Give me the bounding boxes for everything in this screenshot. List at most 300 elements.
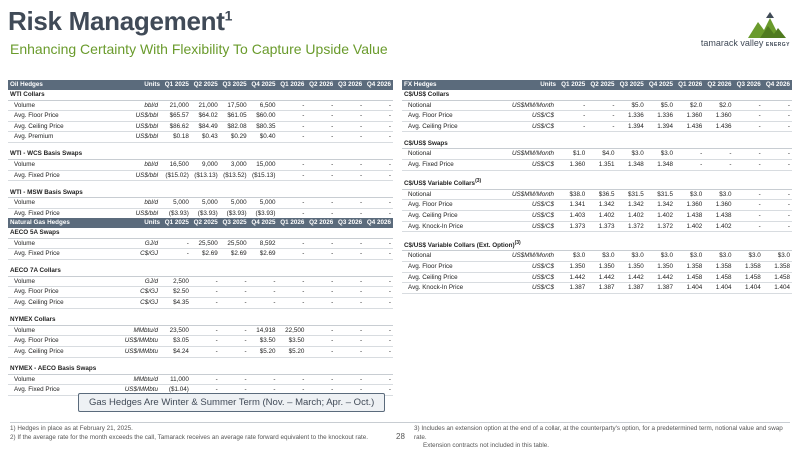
value-cell: 25,500 [191, 238, 220, 249]
row-label: Avg. Ceiling Price [402, 272, 492, 283]
row-label: Avg. Knock-In Price [402, 283, 492, 294]
value-cell: ($15.13) [249, 170, 278, 181]
value-cell: - [558, 111, 587, 122]
value-cell: $86.62 [162, 121, 191, 132]
value-cell: - [558, 100, 587, 111]
value-cell: 1.436 [675, 121, 704, 132]
row-unit: MMbtu/d [104, 325, 162, 336]
value-cell: - [278, 160, 307, 171]
value-cell: $2.69 [191, 249, 220, 260]
section-title [8, 266, 393, 276]
value-cell: 1.402 [617, 211, 646, 222]
value-cell: $4.24 [162, 346, 191, 357]
value-cell: - [306, 121, 335, 132]
period-header: Q2 2026 [306, 80, 335, 90]
footnote-ref: (3) [514, 239, 521, 246]
value-cell: - [306, 346, 335, 357]
table-row [402, 211, 792, 222]
value-cell: - [220, 287, 249, 298]
value-cell: - [306, 325, 335, 336]
section-header-row [8, 266, 393, 276]
value-cell: 1.358 [704, 262, 733, 273]
value-cell: $0.43 [191, 132, 220, 143]
table-row [8, 346, 393, 357]
row-label: Avg. Floor Price [8, 287, 104, 298]
value-cell: $3.0 [587, 251, 616, 262]
value-cell: 1.360 [675, 111, 704, 122]
footnotes-left [10, 425, 380, 442]
value-cell: 1.387 [617, 283, 646, 294]
value-cell: 1.387 [587, 283, 616, 294]
table-title: Natural Gas Hedges [8, 218, 104, 228]
spacer-cell [8, 142, 393, 149]
section-label: C$/US$ Variable Collars (Ext. Option) [404, 241, 515, 249]
row-unit: C$/GJ [104, 298, 162, 309]
value-cell: ($1.04) [162, 385, 191, 396]
table-row [8, 238, 393, 249]
value-cell: - [335, 100, 364, 111]
period-header: Q2 2025 [191, 80, 220, 90]
value-cell: - [763, 200, 792, 211]
row-unit: US$MM/Month [492, 149, 558, 160]
gas-table-grid [8, 218, 393, 396]
section-title [402, 90, 792, 100]
row-unit: US$/MMbtu [104, 385, 162, 396]
page-subtitle: Enhancing Certainty With Flexibility To Capture Upside Value [10, 41, 388, 57]
value-cell: 1.336 [617, 111, 646, 122]
value-cell: $0.40 [249, 132, 278, 143]
section-header-row [402, 90, 792, 100]
row-label: Notional [402, 149, 492, 160]
value-cell: 1.358 [675, 262, 704, 273]
value-cell: - [249, 374, 278, 385]
row-unit: C$/GJ [104, 287, 162, 298]
value-cell: 1.404 [734, 283, 763, 294]
value-cell: 6,500 [249, 100, 278, 111]
value-cell: - [306, 132, 335, 143]
section-title [8, 90, 393, 100]
value-cell: - [191, 298, 220, 309]
value-cell: - [364, 336, 393, 347]
section-title [8, 188, 393, 198]
value-cell: - [364, 298, 393, 309]
row-unit: GJ/d [104, 238, 162, 249]
section-title [8, 149, 393, 159]
value-cell: - [220, 298, 249, 309]
value-cell: - [162, 238, 191, 249]
value-cell: - [364, 325, 393, 336]
row-label: Avg. Ceiling Price [8, 346, 104, 357]
value-cell: $5.0 [617, 100, 646, 111]
value-cell: - [278, 238, 307, 249]
row-label: Volume [8, 100, 104, 111]
spacer-cell [8, 259, 393, 266]
value-cell: $2.69 [220, 249, 249, 260]
period-header: Q3 2026 [335, 80, 364, 90]
period-header: Q3 2025 [220, 80, 249, 90]
value-cell: - [306, 111, 335, 122]
value-cell: 1.341 [558, 200, 587, 211]
units-header: Units [492, 80, 558, 90]
value-cell: 1.373 [587, 221, 616, 232]
value-cell: - [278, 121, 307, 132]
section-header-row [8, 315, 393, 325]
period-header: Q4 2025 [249, 80, 278, 90]
units-header: Units [104, 218, 162, 228]
value-cell: - [734, 121, 763, 132]
value-cell: ($3.93) [220, 208, 249, 219]
row-label: Avg. Premium [8, 132, 104, 143]
section-title [402, 177, 792, 189]
value-cell: - [306, 100, 335, 111]
value-cell: $80.35 [249, 121, 278, 132]
value-cell: ($13.13) [191, 170, 220, 181]
row-unit: US$/C$ [492, 272, 558, 283]
value-cell: 1.360 [558, 160, 587, 171]
table-row [8, 160, 393, 171]
value-cell: - [306, 298, 335, 309]
value-cell: $5.20 [249, 346, 278, 357]
value-cell: - [335, 160, 364, 171]
value-cell: - [306, 170, 335, 181]
value-cell: - [364, 111, 393, 122]
value-cell: $1.0 [558, 149, 587, 160]
value-cell: $3.0 [675, 251, 704, 262]
table-row [402, 200, 792, 211]
value-cell: - [335, 276, 364, 287]
value-cell: - [734, 189, 763, 200]
value-cell: 16,500 [162, 160, 191, 171]
row-unit: US$/C$ [492, 200, 558, 211]
period-header: Q2 2026 [704, 80, 733, 90]
row-unit: US$MM/Month [492, 251, 558, 262]
table-row [8, 298, 393, 309]
value-cell: 1.442 [558, 272, 587, 283]
value-cell: 1.348 [617, 160, 646, 171]
value-cell: $0.29 [220, 132, 249, 143]
row-label: Volume [8, 276, 104, 287]
oil-hedges-table [8, 80, 393, 220]
footnote-ref: (3) [475, 178, 482, 185]
value-cell: 1.402 [704, 221, 733, 232]
value-cell: - [364, 132, 393, 143]
value-cell: $5.20 [278, 346, 307, 357]
row-unit: US$/C$ [492, 262, 558, 273]
value-cell: 3,000 [220, 160, 249, 171]
section-header-row [8, 364, 393, 374]
value-cell: $64.02 [191, 111, 220, 122]
value-cell: - [278, 374, 307, 385]
value-cell: - [306, 287, 335, 298]
row-label: Volume [8, 374, 104, 385]
period-header: Q4 2026 [364, 218, 393, 228]
period-header: Q4 2026 [763, 80, 792, 90]
value-cell: - [364, 100, 393, 111]
value-cell: - [364, 121, 393, 132]
value-cell: 1.402 [675, 221, 704, 232]
spacer-row [8, 308, 393, 315]
section-title [402, 139, 792, 149]
row-label: Avg. Ceiling Price [8, 298, 104, 309]
value-cell: 5,000 [220, 198, 249, 209]
table-row [402, 160, 792, 171]
value-cell: - [335, 336, 364, 347]
value-cell: - [278, 385, 307, 396]
value-cell: 1.438 [704, 211, 733, 222]
value-cell: $38.0 [558, 189, 587, 200]
row-label: Avg. Fixed Price [8, 385, 104, 396]
spacer-row [8, 259, 393, 266]
spacer-cell [8, 308, 393, 315]
section-label: C$/US$ Variable Collars [404, 180, 476, 188]
value-cell: $3.50 [278, 336, 307, 347]
value-cell: - [220, 385, 249, 396]
value-cell: 22,500 [278, 325, 307, 336]
spacer-row [402, 170, 792, 177]
table-row [402, 272, 792, 283]
row-unit: US$/bbl [104, 121, 162, 132]
value-cell: ($3.93) [162, 208, 191, 219]
period-header: Q2 2025 [191, 218, 220, 228]
value-cell: $3.0 [617, 149, 646, 160]
value-cell: - [278, 111, 307, 122]
row-unit: US$/C$ [492, 211, 558, 222]
value-cell: 1.404 [675, 283, 704, 294]
table-row [8, 276, 393, 287]
value-cell: - [335, 132, 364, 143]
value-cell: - [162, 249, 191, 260]
value-cell: - [763, 121, 792, 132]
row-label: Avg. Ceiling Price [8, 121, 104, 132]
value-cell: - [364, 287, 393, 298]
row-label: Avg. Floor Price [8, 336, 104, 347]
page-number: 28 [396, 432, 405, 441]
value-cell: - [364, 249, 393, 260]
row-unit: GJ/d [104, 276, 162, 287]
row-unit: US$/C$ [492, 221, 558, 232]
row-label: Avg. Floor Price [402, 262, 492, 273]
value-cell: 1.358 [763, 262, 792, 273]
row-unit: C$/GJ [104, 249, 162, 260]
value-cell: $2.0 [675, 100, 704, 111]
spacer-row [8, 142, 393, 149]
period-header: Q2 2025 [587, 80, 616, 90]
value-cell: - [278, 276, 307, 287]
value-cell: $3.0 [646, 149, 675, 160]
value-cell: - [306, 249, 335, 260]
row-label: Volume [8, 325, 104, 336]
table-row [402, 251, 792, 262]
table-row [8, 121, 393, 132]
section-label: WTI - MSW Basis Swaps [10, 188, 83, 196]
value-cell: - [675, 149, 704, 160]
oil-table-grid [8, 80, 393, 220]
value-cell: 1.336 [646, 111, 675, 122]
value-cell: - [587, 100, 616, 111]
value-cell: 1.442 [617, 272, 646, 283]
value-cell: 1.372 [646, 221, 675, 232]
value-cell: $4.35 [162, 298, 191, 309]
period-header: Q3 2026 [335, 218, 364, 228]
value-cell: - [306, 198, 335, 209]
footnotes-right [414, 425, 792, 450]
row-label: Avg. Ceiling Price [402, 211, 492, 222]
row-label: Avg. Floor Price [8, 111, 104, 122]
period-header: Q4 2025 [249, 218, 278, 228]
section-label: AECO 5A Swaps [10, 229, 60, 236]
value-cell: 5,000 [249, 198, 278, 209]
value-cell: - [675, 160, 704, 171]
value-cell: - [763, 221, 792, 232]
period-header: Q3 2025 [220, 218, 249, 228]
table-row [8, 249, 393, 260]
row-label: Avg. Floor Price [402, 111, 492, 122]
table-row [8, 325, 393, 336]
value-cell: $2.69 [249, 249, 278, 260]
value-cell: 1.350 [646, 262, 675, 273]
value-cell: 1.458 [734, 272, 763, 283]
value-cell: 8,592 [249, 238, 278, 249]
value-cell: - [734, 100, 763, 111]
row-label: Avg. Knock-In Price [402, 221, 492, 232]
value-cell: - [191, 385, 220, 396]
table-row [402, 100, 792, 111]
value-cell: 2,500 [162, 276, 191, 287]
period-header: Q1 2026 [278, 80, 307, 90]
section-title [8, 315, 393, 325]
value-cell: - [763, 211, 792, 222]
section-label: C$/US$ Collars [404, 91, 450, 98]
table-header-row [402, 80, 792, 90]
value-cell: 1.403 [558, 211, 587, 222]
value-cell: - [220, 325, 249, 336]
period-header: Q1 2025 [558, 80, 587, 90]
section-label: WTI - WCS Basis Swaps [10, 150, 83, 158]
section-header-row [402, 239, 792, 251]
table-row [402, 221, 792, 232]
value-cell: - [364, 238, 393, 249]
value-cell: - [587, 111, 616, 122]
section-title [402, 239, 792, 251]
table-row [8, 100, 393, 111]
value-cell: - [278, 100, 307, 111]
value-cell: - [191, 287, 220, 298]
value-cell: $2.0 [704, 100, 733, 111]
value-cell: - [734, 221, 763, 232]
value-cell: ($3.93) [191, 208, 220, 219]
value-cell: - [335, 287, 364, 298]
value-cell: - [306, 238, 335, 249]
footnote-2: 2) If the average rate for the month exceeds the call, Tamarack receives an average rate forward equivalent to the knockout rate. [10, 433, 368, 441]
value-cell: 1.404 [763, 283, 792, 294]
value-cell: $3.0 [734, 251, 763, 262]
section-header-row [8, 90, 393, 100]
value-cell: $31.5 [646, 189, 675, 200]
value-cell: - [734, 149, 763, 160]
value-cell: - [364, 385, 393, 396]
value-cell: 9,000 [191, 160, 220, 171]
spacer-cell [8, 181, 393, 188]
units-header: Units [104, 80, 162, 90]
value-cell: 1.438 [675, 211, 704, 222]
value-cell: 25,500 [220, 238, 249, 249]
table-row [402, 283, 792, 294]
period-header: Q2 2026 [306, 218, 335, 228]
period-header: Q1 2025 [162, 80, 191, 90]
table-row [8, 132, 393, 143]
table-row [402, 262, 792, 273]
value-cell: 1.350 [617, 262, 646, 273]
value-cell: 15,000 [249, 160, 278, 171]
value-cell: - [704, 160, 733, 171]
value-cell: 1.351 [587, 160, 616, 171]
value-cell: - [220, 336, 249, 347]
value-cell: - [587, 121, 616, 132]
value-cell: $3.0 [704, 251, 733, 262]
value-cell: 1.458 [675, 272, 704, 283]
value-cell: 5,000 [162, 198, 191, 209]
page-title: Risk Management$^1$ [8, 6, 233, 36]
section-label: NYMEX - AECO Basis Swaps [10, 365, 97, 373]
table-row [8, 111, 393, 122]
value-cell: $65.57 [162, 111, 191, 122]
row-unit: MMbtu/d [104, 374, 162, 385]
value-cell: - [335, 325, 364, 336]
spacer-cell [402, 170, 792, 177]
row-unit: bbl/d [104, 198, 162, 209]
period-header: Q3 2026 [734, 80, 763, 90]
value-cell: - [278, 198, 307, 209]
value-cell: $5.0 [646, 100, 675, 111]
row-label: Notional [402, 251, 492, 262]
value-cell: $3.0 [763, 251, 792, 262]
value-cell: - [335, 374, 364, 385]
value-cell: - [278, 208, 307, 219]
value-cell: - [278, 132, 307, 143]
value-cell: - [335, 121, 364, 132]
row-unit: bbl/d [104, 160, 162, 171]
value-cell: 1.342 [587, 200, 616, 211]
table-title: Oil Hedges [8, 80, 104, 90]
value-cell: - [191, 336, 220, 347]
value-cell: 1.387 [558, 283, 587, 294]
period-header: Q1 2026 [675, 80, 704, 90]
section-label: NYMEX Collars [10, 316, 56, 324]
spacer-cell [402, 132, 792, 139]
row-label: Notional [402, 100, 492, 111]
value-cell: - [335, 385, 364, 396]
value-cell: $60.00 [249, 111, 278, 122]
row-label: Volume [8, 238, 104, 249]
section-title [8, 364, 393, 374]
value-cell: - [335, 249, 364, 260]
value-cell: - [364, 160, 393, 171]
fx-table-grid [402, 80, 792, 294]
spacer-cell [8, 357, 393, 364]
value-cell: - [364, 276, 393, 287]
value-cell: - [278, 249, 307, 260]
row-unit: US$MM/Month [492, 100, 558, 111]
value-cell: 1.342 [617, 200, 646, 211]
value-cell: $3.50 [249, 336, 278, 347]
value-cell: - [364, 374, 393, 385]
value-cell: $31.5 [617, 189, 646, 200]
value-cell: - [364, 198, 393, 209]
value-cell: 21,000 [162, 100, 191, 111]
table-row [8, 287, 393, 298]
value-cell: ($15.02) [162, 170, 191, 181]
value-cell: $61.05 [220, 111, 249, 122]
